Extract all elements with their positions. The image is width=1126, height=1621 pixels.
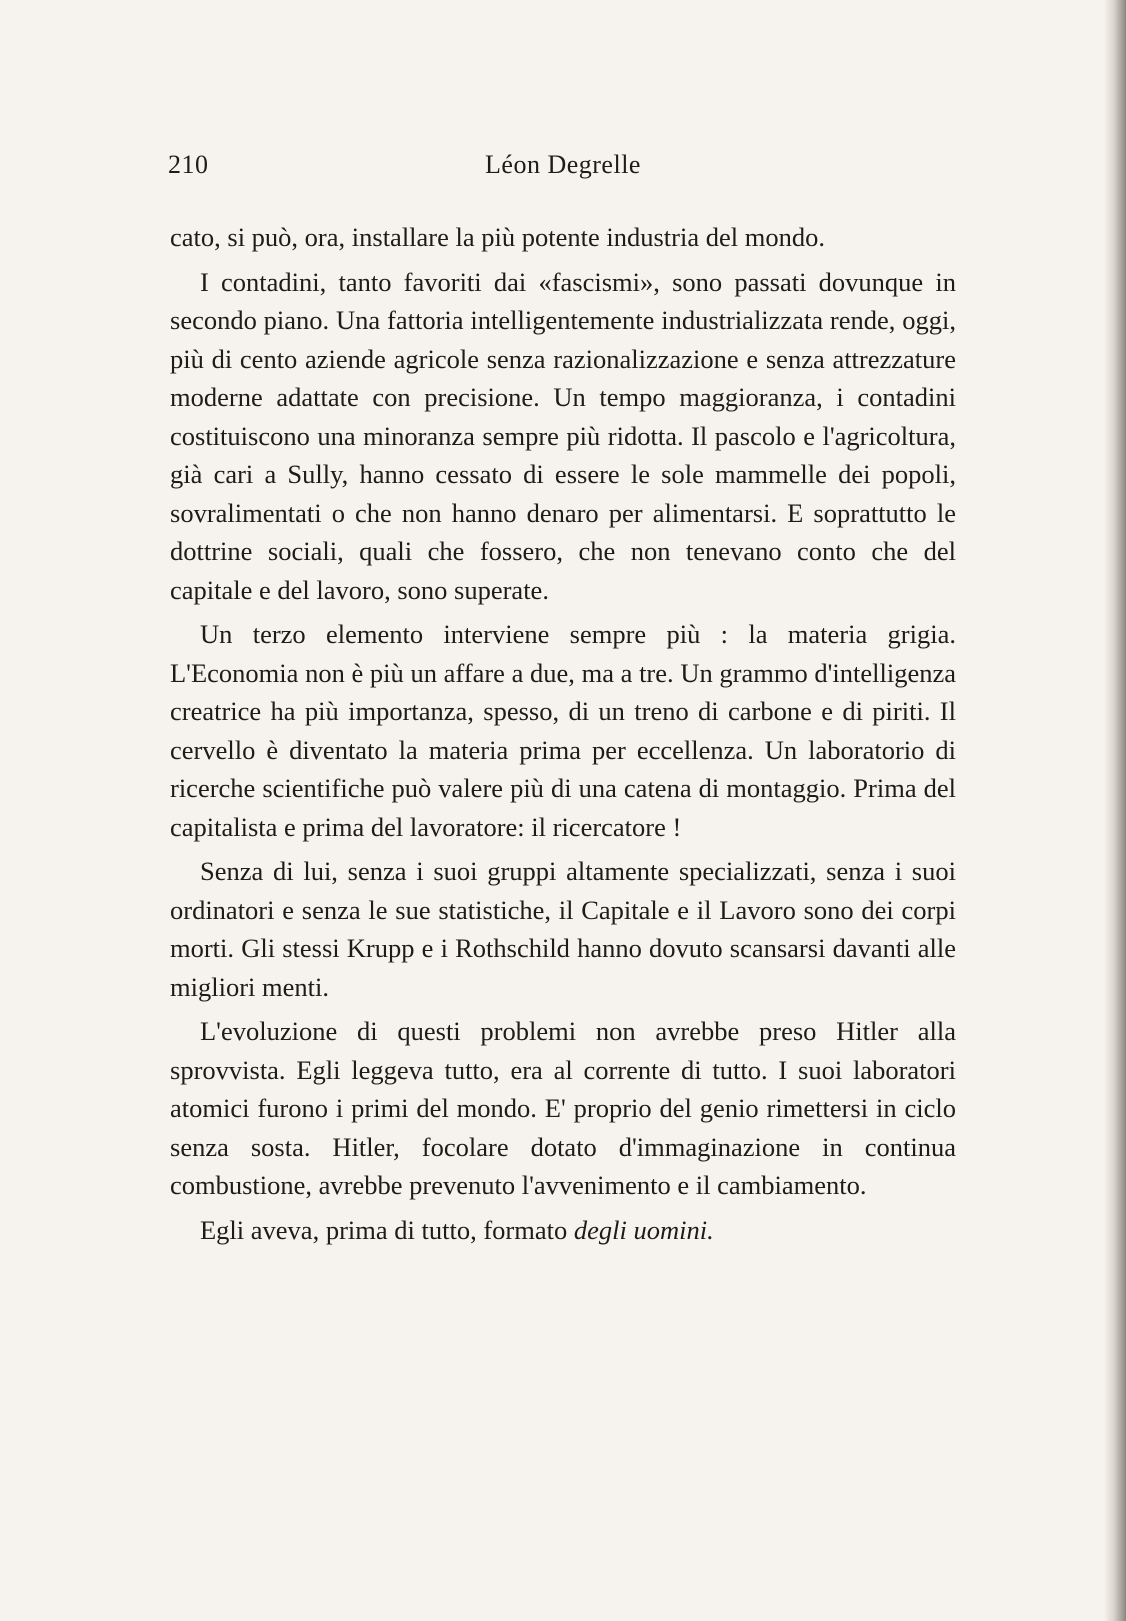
page-edge-shadow bbox=[1104, 0, 1126, 1621]
paragraph-6 bbox=[170, 1211, 956, 1250]
running-title: Léon Degrelle bbox=[485, 150, 641, 179]
page-number: 210 bbox=[168, 150, 209, 179]
paragraph-6-text: Egli aveva, prima di tutto, formato bbox=[200, 1214, 574, 1245]
body-text bbox=[170, 218, 956, 1249]
paragraph-1: cato, si può, ora, installare la più potente industria del mondo. bbox=[170, 222, 825, 252]
paragraph-4: Senza di lui, senza i suoi gruppi altamente specializzati, senza i suoi ordinatori e senza le sue statistiche, il Capitale e il Lavoro sono dei corpi morti. Gli stessi Krupp e i Rothschild hanno dovuto scansarsi davanti alle migliori menti. bbox=[170, 856, 956, 1002]
paragraph-3: Un terzo elemento interviene sempre più : la materia grigia. L'Economia non è più un affare a due, ma a tre. Un grammo d'intelligenza creatrice ha più importanza, spesso, di un treno di carbone e di piriti. Il cervello è diventato la materia prima per eccellenza. Un laboratorio di ricerche scientifiche può valere più di una catena di montaggio. Prima del capitalista e prima del lavoratore: il ricercatore ! bbox=[170, 619, 956, 842]
paragraph-6-italic: degli uomini. bbox=[573, 1214, 714, 1245]
paragraph-5: L'evoluzione di questi problemi non avrebbe preso Hitler alla sprovvista. Egli leggeva tutto, era al corrente di tutto. I suoi laboratori atomici furono i primi del mondo. E' proprio del genio rimettersi in ciclo senza sosta. Hitler, focolare dotato d'immaginazione in continua combustione, avrebbe prevenuto l'avvenimento e il cambiamento. bbox=[170, 1016, 956, 1200]
running-header bbox=[168, 150, 958, 190]
paragraph-2: I contadini, tanto favoriti dai «fascismi», sono passati dovunque in secondo piano. Una fattoria intelligentemente industrializzata rende, oggi, più di cento aziende agricole senza razionalizzazione e senza attrezzature moderne adattate con precisione. Un tempo maggioranza, i contadini costituiscono una minoranza sempre più ridotta. Il pascolo e l'agricoltura, già cari a Sully, hanno cessato di essere le sole mammelle dei popoli, sovralimentati o che non hanno denaro per alimentarsi. E soprattutto le dottrine sociali, quali che fossero, che non tenevano conto che del capitale e del lavoro, sono superate. bbox=[170, 266, 956, 605]
